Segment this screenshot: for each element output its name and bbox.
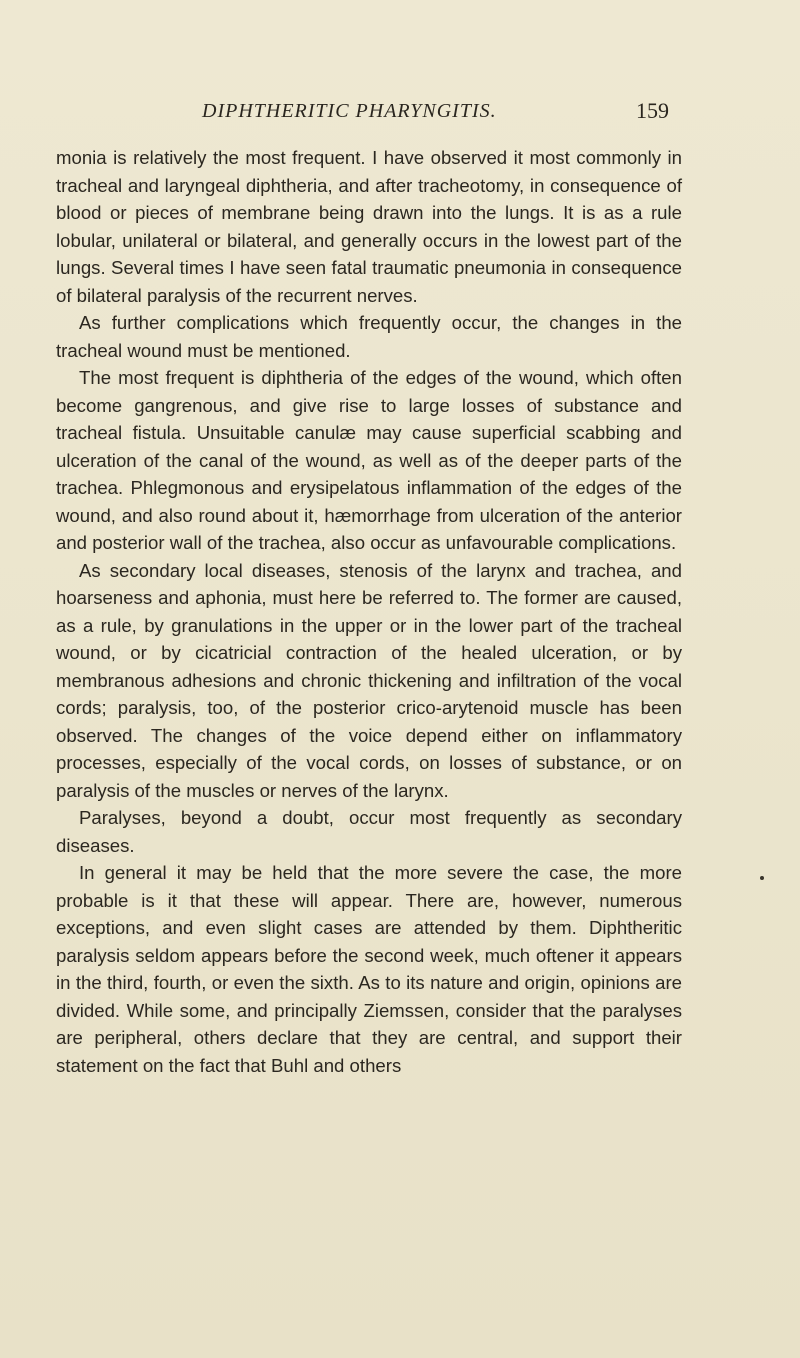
paragraph-paralyses: Paralyses, beyond a doubt, occur most frequently as secondary diseases. — [56, 807, 682, 856]
body-text — [56, 144, 682, 1079]
margin-mark — [760, 876, 764, 880]
running-title: DIPHTHERITIC PHARYNGITIS. — [202, 100, 497, 122]
running-head — [0, 100, 800, 130]
paragraph-secondary-local-diseases: As secondary local diseases, stenosis of the larynx and trachea, and hoarseness and aphonia, must here be referred to. The former are caused, as a rule, by granulations in the upper or in the lower part of the tracheal wound, or by cicatricial contraction of the healed ulceration, or by membranous adhesions and chronic thickening and infiltration of the vocal cords; paralysis, too, of the posterior crico-arytenoid muscle has been observed. The changes of the voice depend either on inflammatory processes, especially of the vocal cords, on losses of substance, or on paralysis of the muscles or nerves of the larynx. — [56, 559, 682, 801]
page-number: 159 — [636, 98, 669, 123]
paragraph-wound-diphtheria: The most frequent is diphtheria of the edges of the wound, which often become gangrenous, and give rise to large losses of substance and tracheal fistula. Unsuitable canulæ may cause superficial scabbing and ulceration of the canal of the wound, as well as of the deeper parts of the trachea. Phlegmonous and erysipelatous inflammation of the edges of the wound, and also round about it, hæmorrhage from ulceration of the anterior and posterior wall of the trachea, also occur as unfavourable complications. — [56, 367, 682, 553]
paragraph-complications-intro: As further complications which frequently occur, the changes in the tracheal wound must be mentioned. — [56, 312, 682, 361]
paragraph-pneumonia: monia is relatively the most frequent. I have observed it most commonly in tracheal and laryngeal diphtheria, and after tracheotomy, in consequence of blood or pieces of membrane being drawn into the lungs. It is as a rule lobular, unilateral or bilateral, and generally occurs in the lowest part of the lungs. Several times I have seen fatal traumatic pneumonia in consequence of bilateral paralysis of the recurrent nerves. — [56, 147, 682, 306]
paragraph-general-paralysis: In general it may be held that the more severe the case, the more probable is it that these will appear. There are, however, numerous exceptions, and even slight cases are attended by them. Diphtheritic paralysis seldom appears before the second week, much oftener it appears in the third, fourth, or even the sixth. As to its nature and origin, opinions are divided. While some, and principally Ziemssen, consider that the paralyses are peripheral, others declare that they are central, and support their statement on the fact that Buhl and others — [56, 862, 682, 1076]
